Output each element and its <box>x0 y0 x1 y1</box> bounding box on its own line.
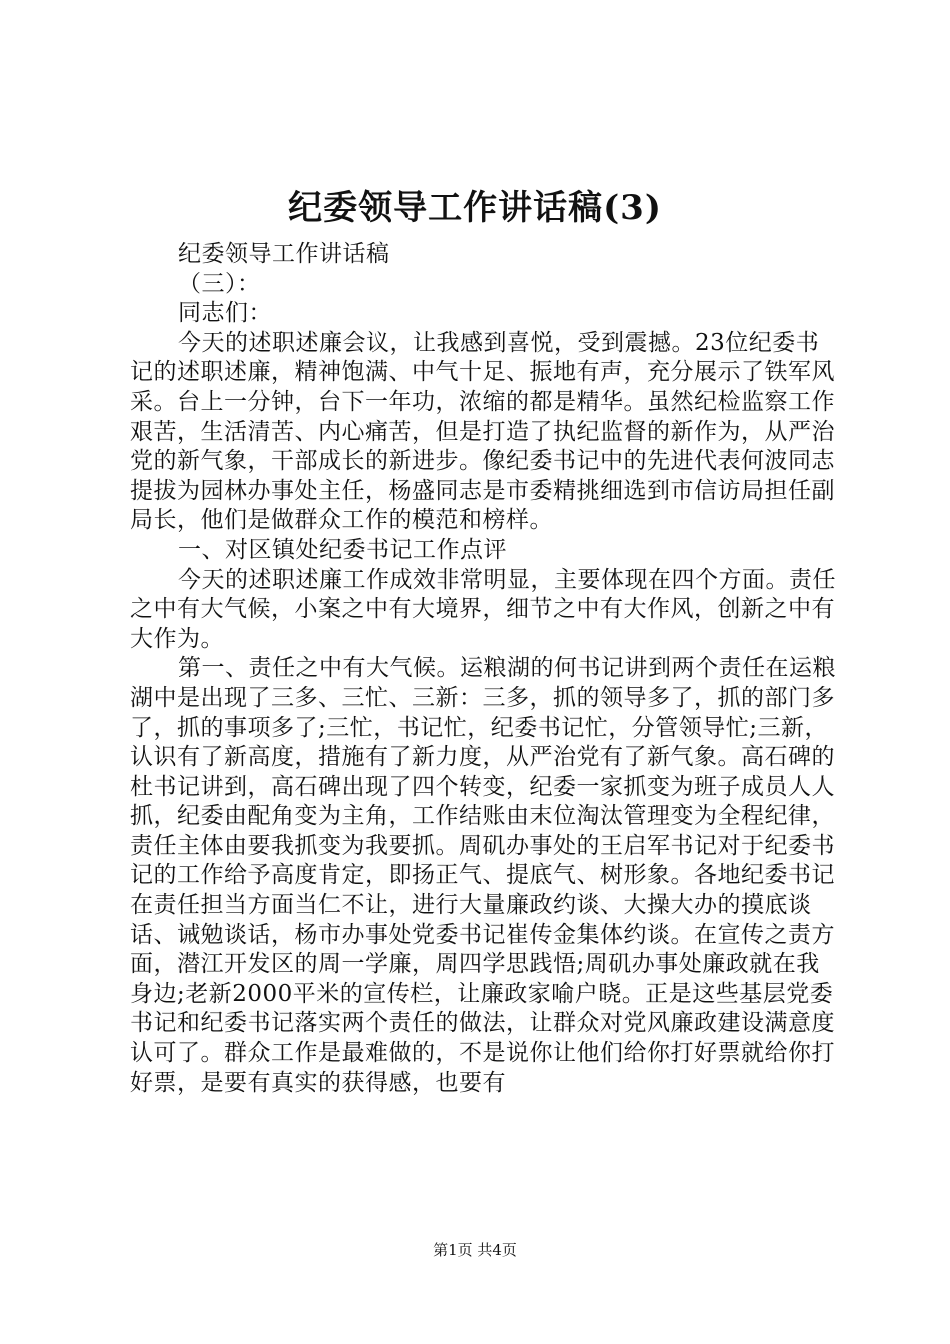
section-heading: 一、对区镇处纪委书记工作点评 <box>178 536 507 563</box>
paragraph: 今天的述职述廉会议，让我感到喜悦，受到震撼。23位纪委书记的述职述廉，精神饱满、中气十足、振地有声，充分展示了铁军风采。台上一分钟，台下一年功，浓缩的都是精华。虽然纪检监察工作艰苦，生活清苦、内心痛苦，但是打造了执纪监督的新作为，从严治党的新气象，干部成长的新进步。像纪委书记中的先进代表何波同志提拔为园林办事处主任，杨盛同志是市委精挑细选到市信访局担任副局长，他们是做群众工作的模范和榜样。 <box>130 329 835 534</box>
paragraph-subtitle: 纪委领导工作讲话稿 <box>178 241 390 267</box>
page-footer: 第1页 共4页 <box>433 1241 517 1259</box>
paragraph-subtitle-number: （三）： <box>178 270 261 297</box>
document-title: 纪委领导工作讲话稿(3) <box>288 188 662 228</box>
paragraph: 今天的述职述廉工作成效非常明显，主要体现在四个方面。责任之中有大气候，小案之中有大境界，细节之中有大作风，创新之中有大作为。 <box>130 566 836 652</box>
paragraph-salutation: 同志们： <box>178 300 272 327</box>
paragraph: 第一、责任之中有大气候。运粮湖的何书记讲到两个责任在运粮湖中是出现了三多、三忙、三新：三多，抓的领导多了，抓的部门多了，抓的事项多了;三忙，书记忙，纪委书记忙，分管领导忙;三新，认识有了新高度，措施有了新力度，从严治党有了新气象。高石碑的杜书记讲到，高石碑出现了四个转变，纪委一家抓变为班子成员人人抓，纪委由配角变为主角，工作结账由末位淘汰管理变为全程纪律，责任主体由要我抓变为我要抓。周矶办事处的王启军书记对于纪委书记的工作给予高度肯定，即扬正气、提底气、树形象。各地纪委书记在责任担当方面当仁不让，进行大量廉政约谈、大操大办的摸底谈话、诫勉谈话，杨市办事处党委书记崔传金集体约谈。在宣传之责方面，潜江开发区的周一学廉，周四学思践悟;周矶办事处廉政就在我身边;老新2000平米的宣传栏，让廉政家喻户晓。正是这些基层党委书记和纪委书记落实两个责任的做法，让群众对党风廉政建设满意度认可了。群众工作是最难做的，不是说你让他们给你打好票就给你打好票，是要有真实的获得感，也要有 <box>130 655 836 1096</box>
document-body <box>130 240 836 1098</box>
